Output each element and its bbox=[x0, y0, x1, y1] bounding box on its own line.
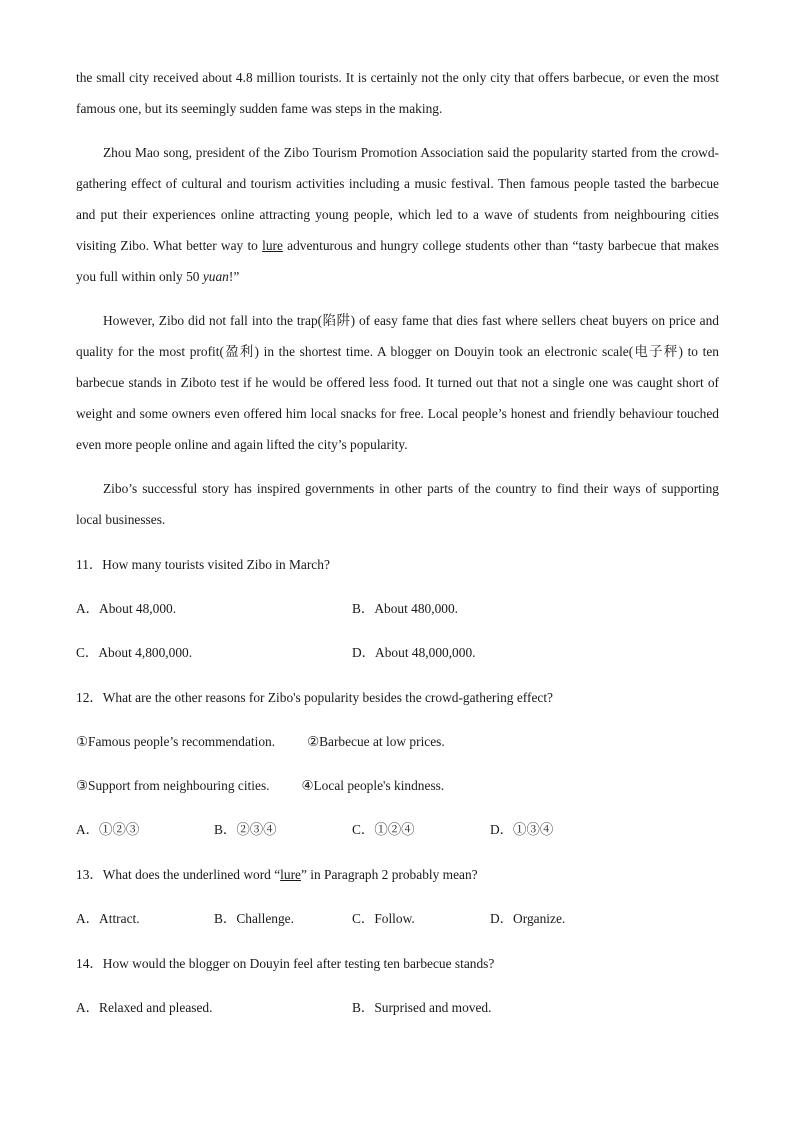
q12-option-b[interactable]: B．②③④ bbox=[214, 822, 277, 837]
q12-statement-2: ②Barbecue at low prices. bbox=[307, 734, 445, 749]
q11-option-b[interactable]: B．About 480,000. bbox=[352, 601, 459, 616]
underlined-word-lure: lure bbox=[262, 238, 283, 253]
question-12-statements-row-1 bbox=[76, 726, 719, 757]
q13-stem-before: 13．What does the underlined word “ bbox=[76, 867, 281, 882]
passage-paragraph-4: Zibo’s successful story has inspired governments in other parts of the country to find their ways of supporting local businesses. bbox=[76, 481, 719, 527]
q14-option-b[interactable]: B．Surprised and moved. bbox=[352, 1000, 492, 1015]
q12-statement-1: ①Famous people’s recommendation. bbox=[76, 734, 276, 749]
q11-option-d[interactable]: D．About 48,000,000. bbox=[352, 645, 476, 660]
passage-paragraph-1: the small city received about 4.8 million tourists. It is certainly not the only city that offers barbecue, or even the most famous one, but its seemingly sudden fame was steps in the making. bbox=[76, 70, 719, 116]
q12-option-c[interactable]: C．①②④ bbox=[352, 822, 415, 837]
passage-paragraph-3: However, Zibo did not fall into the trap(陷阱) of easy fame that dies fast where sellers cheat buyers on price and quality for the most profit(盈利) in the shortest time. A blogger on Douyin took an electronic scale(电子秤) to ten barbecue stands in Ziboto test if he would be offered less food. It turned out that not a single one was caught short of weight and some owners even offered him local snacks for free. Local people’s honest and friendly behaviour touched even more people online and again lifted the city’s popularity. bbox=[76, 313, 719, 452]
q13-option-c[interactable]: C．Follow. bbox=[352, 911, 415, 926]
p2-text-before: Zhou Mao song, president of the Zibo Tourism Promotion Association said the popularity started from the crowd-gathering effect of cultural and tourism activities including a music festival. Then famous people tasted the barbecue and put their experiences online attracting young people, which led to a wave of students from neighbouring cities visiting Zibo. What better way to bbox=[76, 145, 719, 253]
question-11-stem: 11．How many tourists visited Zibo in March? bbox=[76, 557, 330, 572]
p2-text-middle: adventurous and hungry college students other than “tasty barbecue that makes you full within only 50 bbox=[76, 238, 719, 284]
q12-statement-3: ③Support from neighbouring cities. bbox=[76, 778, 270, 793]
passage-paragraph-2 bbox=[76, 137, 719, 292]
question-14-stem: 14．How would the blogger on Douyin feel after testing ten barbecue stands? bbox=[76, 956, 495, 971]
question-12-stem: 12．What are the other reasons for Zibo's popularity besides the crowd-gathering effect? bbox=[76, 690, 553, 705]
q11-option-c[interactable]: C．About 4,800,000. bbox=[76, 645, 193, 660]
q13-option-a[interactable]: A．Attract. bbox=[76, 911, 140, 926]
p2-text-after: !” bbox=[228, 269, 240, 284]
question-14-options-row bbox=[76, 992, 719, 1023]
q12-option-d[interactable]: D．①③④ bbox=[490, 822, 554, 837]
q12-option-a[interactable]: A．①②③ bbox=[76, 822, 140, 837]
question-13-stem bbox=[76, 859, 719, 890]
q13-underlined-word: lure bbox=[280, 867, 301, 882]
question-11-options-row-1 bbox=[76, 593, 719, 624]
q11-option-a[interactable]: A．About 48,000. bbox=[76, 601, 177, 616]
q14-option-a[interactable]: A．Relaxed and pleased. bbox=[76, 1000, 213, 1015]
q13-stem-after: ” in Paragraph 2 probably mean? bbox=[300, 867, 478, 882]
question-12-statements-row-2 bbox=[76, 770, 719, 801]
question-13-options-row bbox=[76, 903, 719, 934]
q13-option-d[interactable]: D．Organize. bbox=[490, 911, 566, 926]
document-page bbox=[76, 62, 719, 1023]
q12-statement-4: ④Local people's kindness. bbox=[301, 778, 445, 793]
question-12-options-row bbox=[76, 814, 719, 845]
q13-option-b[interactable]: B．Challenge. bbox=[214, 911, 294, 926]
italic-word-yuan: yuan bbox=[202, 269, 229, 284]
question-11-options-row-2 bbox=[76, 637, 719, 668]
